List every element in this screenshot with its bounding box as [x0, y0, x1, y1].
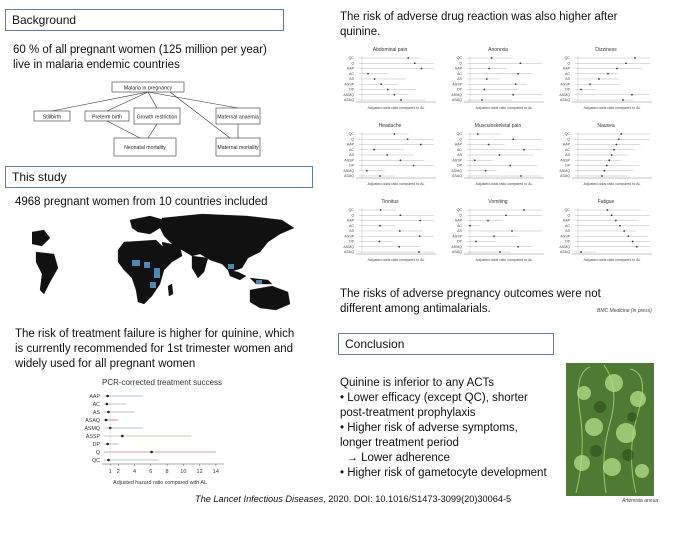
chart-point: [121, 435, 124, 438]
adverse-point: [632, 241, 634, 243]
adverse-row-label: ASSP: [560, 234, 570, 239]
chart-row-label: AS: [92, 409, 100, 416]
adverse-row-label: QC: [456, 132, 462, 137]
adverse-row-label: Q: [567, 213, 570, 218]
adverse-line-1: The risk of adverse drug reaction was also higher after: [340, 11, 618, 23]
adverse-point: [505, 214, 507, 216]
adverse-point: [517, 73, 519, 75]
adverse-row-label: AS: [349, 153, 354, 158]
adverse-panel: [559, 47, 652, 110]
adverse-row-label: QC: [348, 56, 354, 61]
chart-tick-label: 8: [165, 469, 169, 475]
adverse-point: [419, 235, 421, 237]
adverse-row-label: Q: [567, 137, 570, 142]
chart-row-label: AC: [92, 401, 100, 408]
adverse-row-label: ASMQ: [343, 244, 354, 249]
adverse-row-label: AC: [565, 71, 570, 76]
adverse-point: [477, 133, 479, 135]
adverse-point: [620, 133, 622, 135]
adverse-point: [520, 62, 522, 64]
adverse-axis-label: Adjusted odds ratio compared to AL: [583, 106, 641, 110]
adverse-panel: [559, 199, 652, 262]
background-line-1: 60 % of all pregnant women (125 million per year): [13, 44, 267, 56]
adverse-panel-title: Dizziness: [595, 47, 617, 53]
study-header-text: This study: [12, 170, 67, 184]
adverse-row-label: AS: [457, 153, 462, 158]
diagram-root: Malaria in pregnancy: [123, 85, 173, 92]
adverse-point: [611, 154, 613, 156]
chart-point: [106, 403, 109, 406]
highlight-west-africa: [132, 260, 140, 266]
adverse-point: [394, 94, 396, 96]
adverse-point: [509, 165, 511, 167]
adverse-row-label: ASAQ: [560, 250, 570, 255]
adverse-reaction-panels: [340, 44, 656, 266]
highlight-png: [256, 280, 262, 284]
conclusion-line: • Lower efficacy (except QC), shorter: [340, 392, 528, 404]
adverse-point: [484, 89, 486, 91]
chart-row-label: ASAQ: [85, 417, 100, 424]
adverse-row-label: AC: [457, 147, 462, 152]
adverse-row-label: DP: [457, 239, 462, 244]
adverse-row-label: ASMQ: [559, 168, 570, 173]
citation-journal: The Lancet Infectious Diseases: [195, 494, 324, 504]
adverse-row-label: AS: [565, 77, 570, 82]
adverse-row-label: Q: [459, 137, 462, 142]
adverse-axis-label: Adjusted odds ratio compared to AL: [367, 258, 425, 262]
adverse-point: [631, 94, 633, 96]
adverse-row-label: Q: [567, 61, 570, 66]
highlight-southern-africa: [150, 282, 156, 288]
study-text: 4968 pregnant women from 10 countries included: [15, 196, 268, 208]
treatment-success-chart: [82, 376, 230, 488]
adverse-point: [399, 230, 401, 232]
adverse-row-label: ASMQ: [559, 92, 570, 97]
adverse-row-label: AS: [457, 77, 462, 82]
adverse-point: [515, 83, 517, 85]
chart-row-label: ASMQ: [84, 425, 100, 432]
chart-point: [107, 459, 110, 462]
chart-row-label: ASSP: [85, 433, 100, 440]
adverse-panel-title: Nausea: [597, 123, 615, 129]
adverse-row-label: QC: [348, 208, 354, 213]
adverse-point: [512, 94, 514, 96]
adverse-row-label: AC: [349, 71, 354, 76]
chart-row-label: AAP: [89, 393, 100, 400]
failure-line-3: widely used for all pregnant women: [15, 358, 196, 370]
adverse-axis-label: Adjusted odds ratio compared to AL: [583, 182, 641, 186]
diagram-maternal: Maternal mortality: [217, 145, 259, 151]
adverse-row-label: DP: [349, 163, 354, 168]
adverse-point: [400, 214, 402, 216]
failure-line-2-text: is currently recommended for 1st trimester women and: [15, 343, 294, 355]
adverse-row-label: QC: [456, 56, 462, 61]
adverse-row-label: ASAQ: [452, 250, 462, 255]
conclusion-line: → Lower adherence: [340, 452, 450, 464]
adverse-panel: [451, 123, 544, 186]
adverse-point: [608, 159, 610, 161]
background-line-2: live in malaria endemic countries: [13, 59, 180, 71]
adverse-point: [589, 83, 591, 85]
madagascar-shape: [168, 284, 173, 296]
adverse-axis-label: Adjusted odds ratio compared to AL: [475, 106, 533, 110]
adverse-row-label: DP: [349, 87, 354, 92]
adverse-row-label: DP: [565, 87, 570, 92]
adverse-point: [413, 165, 415, 167]
adverse-point: [487, 220, 489, 222]
adverse-point: [511, 230, 513, 232]
chart-row-label: DP: [92, 441, 100, 448]
diagram-node-stillbirth: Stillbirth: [42, 114, 62, 121]
adverse-panel-title: Abdominal pain: [372, 47, 408, 53]
adverse-panel-title: Musculoskeletal pain: [474, 123, 522, 129]
chart-tick-label: 1: [108, 469, 112, 475]
adverse-panel-title: Vomiting: [488, 199, 508, 205]
pregnancy-note: BMC Medicine (in press): [597, 308, 652, 314]
world-map: [32, 212, 302, 317]
adverse-row-label: Q: [351, 213, 354, 218]
photo-caption: Artemisia annua: [622, 498, 659, 504]
adverse-point: [491, 57, 493, 59]
adverse-panel-title: Headache: [378, 123, 402, 129]
adverse-point: [493, 235, 495, 237]
chart-tick-label: 4: [133, 469, 137, 475]
adverse-row-label: AS: [349, 229, 354, 234]
chart-tick-label: 2: [116, 469, 120, 475]
adverse-panel-title: Tinnitus: [381, 199, 399, 205]
adverse-point: [394, 133, 396, 135]
adverse-axis-label: Adjusted odds ratio compared to AL: [475, 182, 533, 186]
adverse-point: [481, 99, 483, 101]
adverse-point: [611, 214, 613, 216]
diagram-node-preterm: Preterm birth: [92, 114, 122, 121]
adverse-axis-label: Adjusted odds ratio compared to AL: [475, 258, 533, 262]
chart-point: [106, 395, 109, 398]
adverse-point: [418, 251, 420, 253]
adverse-point: [367, 73, 369, 75]
chart-point: [150, 451, 153, 454]
adverse-point: [625, 62, 627, 64]
adverse-point: [598, 78, 600, 80]
adverse-row-label: ASSP: [560, 158, 570, 163]
adverse-point: [499, 154, 501, 156]
study-header: [5, 166, 313, 188]
malaria-diagram: [30, 80, 270, 162]
background-header-text: Background: [12, 13, 77, 27]
adverse-point: [517, 246, 519, 248]
adverse-row-label: AS: [457, 229, 462, 234]
adverse-point: [607, 73, 609, 75]
adverse-point: [604, 170, 606, 172]
adverse-point: [374, 78, 376, 80]
adverse-point: [380, 209, 382, 211]
adverse-row-label: Q: [459, 61, 462, 66]
conclusion-line: Quinine is inferior to any ACTs: [340, 377, 495, 389]
adverse-row-label: QC: [348, 132, 354, 137]
adverse-row-label: ASSP: [560, 82, 570, 87]
adverse-row-label: ASAQ: [344, 250, 354, 255]
adverse-point: [580, 251, 582, 253]
adverse-panel: [451, 47, 544, 110]
adverse-point: [523, 149, 525, 151]
adverse-panel: [343, 199, 436, 262]
adverse-row-label: ASSP: [452, 82, 462, 87]
adverse-row-label: QC: [564, 132, 570, 137]
adverse-panel: [559, 123, 652, 186]
adverse-panel-title: Fatigue: [597, 199, 615, 205]
adverse-point: [615, 220, 617, 222]
adverse-row-label: AC: [565, 147, 570, 152]
adverse-point: [400, 99, 402, 101]
adverse-row-label: AAP: [346, 142, 354, 147]
adverse-row-label: ASMQ: [559, 244, 570, 249]
conclusion-line: • Higher risk of adverse symptoms,: [340, 422, 518, 434]
adverse-row-label: ASAQ: [344, 98, 354, 103]
adverse-point: [634, 57, 636, 59]
adverse-point: [379, 175, 381, 177]
adverse-point: [420, 144, 422, 146]
adverse-point: [475, 241, 477, 243]
adverse-row-label: ASMQ: [343, 92, 354, 97]
adverse-row-label: AAP: [454, 142, 462, 147]
adverse-row-label: AAP: [346, 66, 354, 71]
adverse-point: [407, 57, 409, 59]
adverse-point: [580, 89, 582, 91]
adverse-row-label: ASAQ: [452, 98, 462, 103]
adverse-point: [486, 78, 488, 80]
adverse-row-label: AAP: [562, 142, 570, 147]
adverse-point: [512, 138, 514, 140]
diagram-neonatal: Neonatal mortality: [124, 145, 166, 151]
adverse-axis-label: Adjusted odds ratio compared to AL: [367, 106, 425, 110]
adverse-row-label: ASMQ: [451, 92, 462, 97]
adverse-point: [488, 144, 490, 146]
adverse-panel: [451, 199, 544, 262]
adverse-point: [366, 170, 368, 172]
adverse-point: [488, 68, 490, 70]
adverse-row-label: AC: [349, 147, 354, 152]
adverse-row-label: QC: [564, 208, 570, 213]
adverse-point: [619, 225, 621, 227]
adverse-point: [623, 230, 625, 232]
adverse-row-label: AS: [565, 229, 570, 234]
adverse-row-label: DP: [457, 87, 462, 92]
citation: [195, 492, 511, 507]
chart-title: PCR-corrected treatment success: [102, 378, 223, 387]
failure-line-2: [15, 342, 293, 357]
adverse-point: [421, 68, 423, 70]
adverse-point: [379, 241, 381, 243]
adverse-row-label: ASMQ: [451, 168, 462, 173]
adverse-point: [419, 220, 421, 222]
adverse-row-label: AAP: [454, 66, 462, 71]
conclusion-header: [338, 333, 554, 355]
chart-point: [106, 443, 109, 446]
adverse-row-label: ASSP: [452, 234, 462, 239]
chart-x-label: Adjusted hazard ratio compared with AL: [113, 480, 207, 486]
chart-point: [105, 419, 108, 422]
adverse-row-label: DP: [565, 239, 570, 244]
conclusion-line: longer treatment period: [340, 437, 459, 449]
adverse-point: [400, 159, 402, 161]
adverse-row-label: AS: [565, 153, 570, 158]
adverse-point: [607, 209, 609, 211]
adverse-row-label: Q: [351, 137, 354, 142]
adverse-row-label: ASMQ: [343, 168, 354, 173]
chart-point: [107, 411, 110, 414]
adverse-row-label: AAP: [454, 218, 462, 223]
adverse-row-label: ASAQ: [560, 174, 570, 179]
diagram-node-anaemia: Maternal anaemia: [217, 114, 259, 121]
adverse-point: [618, 138, 620, 140]
adverse-panel: [343, 123, 436, 186]
failure-line-1: The risk of treatment failure is higher for quinine, which: [15, 328, 295, 340]
adverse-row-label: DP: [565, 163, 570, 168]
adverse-point: [613, 149, 615, 151]
adverse-row-label: ASAQ: [560, 98, 570, 103]
adverse-row-label: DP: [349, 239, 354, 244]
adverse-row-label: AC: [457, 223, 462, 228]
adverse-row-label: DP: [457, 163, 462, 168]
adverse-panel: [343, 47, 436, 110]
highlight-central-africa: [144, 262, 150, 268]
adverse-point: [474, 159, 476, 161]
adverse-point: [628, 235, 630, 237]
adverse-row-label: ASSP: [452, 158, 462, 163]
adverse-point: [373, 149, 375, 151]
highlight-se-asia: [228, 264, 234, 269]
artemisia-photo: [566, 363, 654, 496]
adverse-row-label: QC: [564, 56, 570, 61]
adverse-point: [606, 165, 608, 167]
diagram-node-growth: Growth restriction: [136, 114, 178, 121]
adverse-point: [380, 83, 382, 85]
adverse-axis-label: Adjusted odds ratio compared to AL: [367, 182, 425, 186]
adverse-point: [386, 154, 388, 156]
adverse-row-label: ASAQ: [452, 174, 462, 179]
conclusion-header-text: Conclusion: [345, 337, 405, 351]
adverse-point: [499, 251, 501, 253]
conclusion-line: post-treatment prophylaxis: [340, 407, 476, 419]
adverse-point: [398, 246, 400, 248]
adverse-point: [523, 209, 525, 211]
adverse-point: [622, 99, 624, 101]
adverse-line-2: quinine.: [340, 26, 381, 38]
chart-tick-label: 14: [212, 469, 219, 475]
adverse-row-label: ASAQ: [344, 174, 354, 179]
chart-tick-label: 10: [180, 469, 187, 475]
adverse-point: [469, 225, 471, 227]
adverse-point: [379, 225, 381, 227]
adverse-row-label: AS: [349, 77, 354, 82]
chart-tick-label: 6: [149, 469, 153, 475]
adverse-row-label: AAP: [346, 218, 354, 223]
adverse-row-label: ASMQ: [451, 244, 462, 249]
adverse-row-label: ASSP: [344, 82, 354, 87]
adverse-row-label: AC: [457, 71, 462, 76]
chart-row-label: Q: [95, 449, 100, 456]
adverse-row-label: AAP: [562, 66, 570, 71]
adverse-point: [601, 175, 603, 177]
adverse-row-label: ASSP: [344, 158, 354, 163]
adverse-row-label: Q: [351, 61, 354, 66]
adverse-row-label: QC: [456, 208, 462, 213]
conclusion-line: • Higher risk of gametocyte development: [340, 467, 547, 479]
citation-rest: , 2020. DOI: 10.1016/S1473-3099(20)30064-5: [323, 494, 512, 504]
adverse-row-label: AAP: [562, 218, 570, 223]
background-header: [5, 9, 284, 31]
adverse-point: [636, 246, 638, 248]
adverse-point: [414, 62, 416, 64]
chart-tick-label: 12: [196, 469, 203, 475]
adverse-point: [616, 68, 618, 70]
pregnancy-line-2: different among antimalarials.: [340, 303, 491, 315]
adverse-point: [520, 175, 522, 177]
adverse-axis-label: Adjusted odds ratio compared to AL: [583, 258, 641, 262]
adverse-point: [485, 170, 487, 172]
pregnancy-line-1: The risks of adverse pregnancy outcomes were not: [340, 288, 601, 300]
adverse-point: [407, 138, 409, 140]
chart-row-label: QC: [92, 457, 100, 464]
highlight-east-africa: [154, 268, 160, 278]
adverse-row-label: ASSP: [344, 234, 354, 239]
adverse-row-label: Q: [459, 213, 462, 218]
adverse-panel-title: Anorexia: [488, 47, 508, 53]
adverse-row-label: AC: [565, 223, 570, 228]
adverse-point: [616, 144, 618, 146]
adverse-point: [387, 89, 389, 91]
adverse-row-label: AC: [349, 223, 354, 228]
